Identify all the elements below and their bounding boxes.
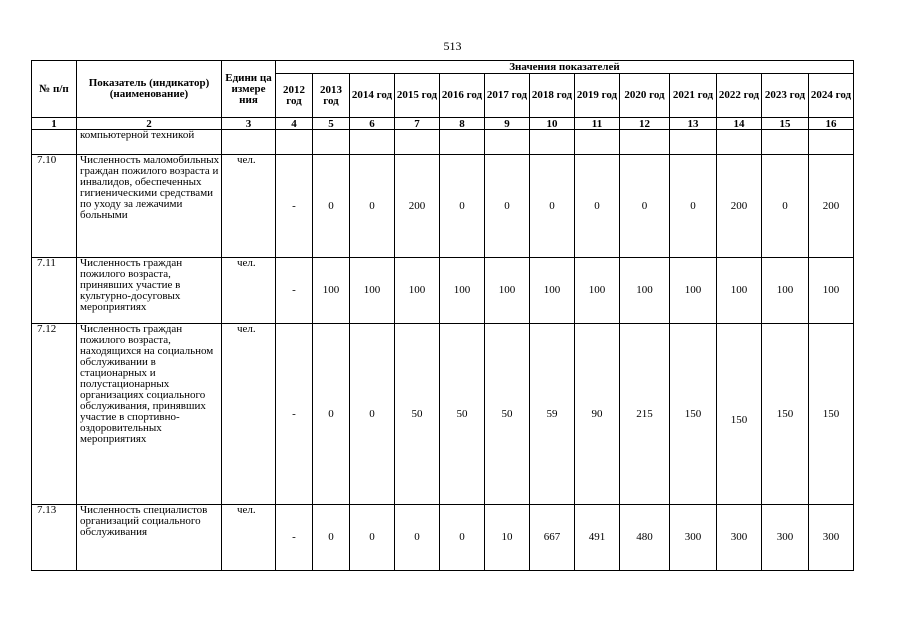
value-cell: 215 <box>620 324 670 505</box>
value-cell: 100 <box>762 258 809 324</box>
header-year: 2019 год <box>575 74 620 118</box>
row-num <box>32 130 77 155</box>
value-cell: - <box>276 324 313 505</box>
header-year: 2012 год <box>276 74 313 118</box>
header-year: 2013 год <box>313 74 350 118</box>
row-unit: чел. <box>222 155 276 258</box>
col-number: 6 <box>350 118 395 130</box>
value-cell: 0 <box>395 505 440 571</box>
header-year: 2016 год <box>440 74 485 118</box>
value-cell: 100 <box>350 258 395 324</box>
col-number: 2 <box>77 118 222 130</box>
header-year: 2020 год <box>620 74 670 118</box>
value-cell: 0 <box>313 324 350 505</box>
header-unit: Едини ца измере ния <box>222 61 276 118</box>
col-number: 12 <box>620 118 670 130</box>
value-cell: 0 <box>313 155 350 258</box>
value-cell: 59 <box>530 324 575 505</box>
col-number: 3 <box>222 118 276 130</box>
value-cell: 100 <box>313 258 350 324</box>
value-cell: 0 <box>440 155 485 258</box>
row-num: 7.13 <box>32 505 77 571</box>
value-cell: 100 <box>530 258 575 324</box>
col-number: 16 <box>809 118 854 130</box>
value-cell: 100 <box>620 258 670 324</box>
table-row-continuation <box>32 130 854 155</box>
col-number: 9 <box>485 118 530 130</box>
header-year: 2014 год <box>350 74 395 118</box>
value-cell: 300 <box>670 505 717 571</box>
row-unit: чел. <box>222 324 276 505</box>
value-cell: 0 <box>350 155 395 258</box>
row-indicator-name: Численность граждан пожилого возраста, принявших участие в культурно-досуговых мероприятиях <box>77 258 222 324</box>
value-cell: 100 <box>485 258 530 324</box>
col-number: 11 <box>575 118 620 130</box>
value-cell: 150 <box>762 324 809 505</box>
value-cell: 0 <box>620 155 670 258</box>
header-values: Значения показателей <box>276 61 854 74</box>
value-cell: 50 <box>485 324 530 505</box>
header-year: 2022 год <box>717 74 762 118</box>
col-number: 8 <box>440 118 485 130</box>
col-number: 1 <box>32 118 77 130</box>
header-year: 2017 год <box>485 74 530 118</box>
value-cell: 150 <box>717 324 762 505</box>
value-cell: 200 <box>395 155 440 258</box>
value-cell: 100 <box>717 258 762 324</box>
indicators-table <box>31 60 854 571</box>
row-indicator-name: Численность граждан пожилого возраста, находящихся на социальном обслуживании в стационарных и полустационарных организациях социального обслуживания, принявших участие в спортивно-оздоровительных мероприятиях <box>77 324 222 505</box>
col-number: 7 <box>395 118 440 130</box>
table-row <box>32 324 854 505</box>
row-indicator-name: Численность маломобильных граждан пожилого возраста и инвалидов, обеспеченных гигиеническими средствами по уходу за лежачими больными <box>77 155 222 258</box>
value-cell: 300 <box>762 505 809 571</box>
col-number: 14 <box>717 118 762 130</box>
row-unit: чел. <box>222 505 276 571</box>
value-cell: 0 <box>762 155 809 258</box>
value-cell: - <box>276 505 313 571</box>
value-cell: 491 <box>575 505 620 571</box>
header-year: 2023 год <box>762 74 809 118</box>
header-year: 2015 год <box>395 74 440 118</box>
value-cell: 0 <box>440 505 485 571</box>
value-cell: 300 <box>809 505 854 571</box>
header-row-main <box>32 61 854 74</box>
value-cell: 0 <box>313 505 350 571</box>
header-year: 2021 год <box>670 74 717 118</box>
value-cell: 667 <box>530 505 575 571</box>
row-indicator-name: Численность специалистов организаций социального обслуживания <box>77 505 222 571</box>
header-year: 2018 год <box>530 74 575 118</box>
table-row <box>32 258 854 324</box>
col-number: 10 <box>530 118 575 130</box>
row-num: 7.11 <box>32 258 77 324</box>
value-cell: 100 <box>670 258 717 324</box>
value-cell: 0 <box>575 155 620 258</box>
value-cell: - <box>276 258 313 324</box>
value-cell: 0 <box>530 155 575 258</box>
value-cell: 200 <box>717 155 762 258</box>
value-cell: - <box>276 155 313 258</box>
value-cell: 100 <box>809 258 854 324</box>
col-number: 15 <box>762 118 809 130</box>
value-cell: 0 <box>350 324 395 505</box>
row-indicator-name: компьютерной техникой <box>77 130 222 155</box>
value-cell: 480 <box>620 505 670 571</box>
row-num: 7.12 <box>32 324 77 505</box>
value-cell: 150 <box>670 324 717 505</box>
page-number: 513 <box>443 39 462 53</box>
value-cell: 100 <box>575 258 620 324</box>
value-cell: 300 <box>717 505 762 571</box>
row-unit: чел. <box>222 258 276 324</box>
table-row <box>32 155 854 258</box>
col-number: 5 <box>313 118 350 130</box>
value-cell: 50 <box>395 324 440 505</box>
value-cell: 0 <box>670 155 717 258</box>
col-number: 13 <box>670 118 717 130</box>
value-cell: 100 <box>395 258 440 324</box>
row-num: 7.10 <box>32 155 77 258</box>
value-cell: 90 <box>575 324 620 505</box>
value-cell: 150 <box>809 324 854 505</box>
header-indicator: Показатель (индикатор) (наименование) <box>77 61 222 118</box>
header-row-col-numbers <box>32 118 854 130</box>
value-cell: 100 <box>440 258 485 324</box>
value-cell: 50 <box>440 324 485 505</box>
header-year: 2024 год <box>809 74 854 118</box>
value-cell: 200 <box>809 155 854 258</box>
header-num: № п/п <box>32 61 77 118</box>
value-cell: 10 <box>485 505 530 571</box>
value-cell: 0 <box>350 505 395 571</box>
table-row <box>32 505 854 571</box>
value-cell: 0 <box>485 155 530 258</box>
col-number: 4 <box>276 118 313 130</box>
